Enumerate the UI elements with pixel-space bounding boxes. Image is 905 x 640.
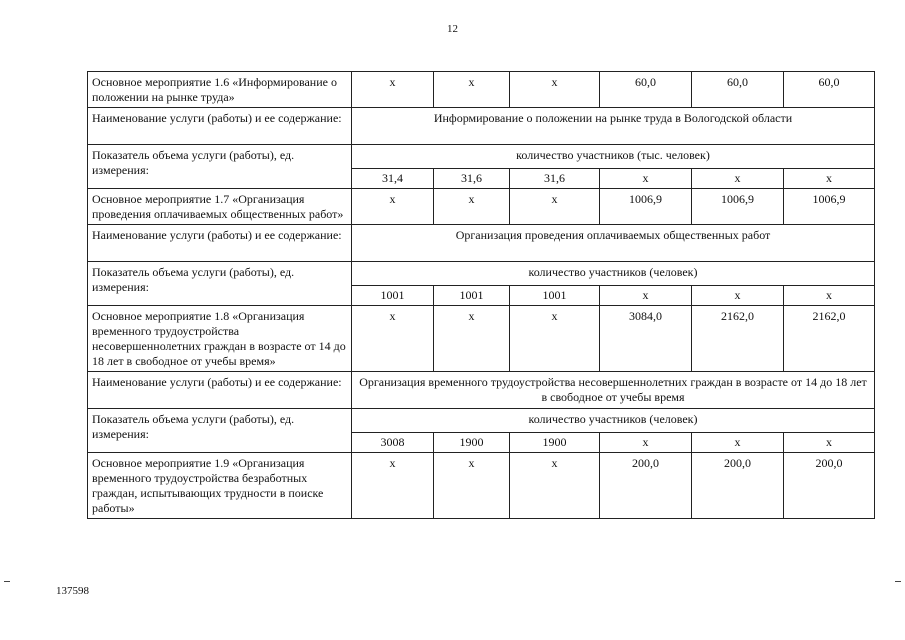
event-label: Основное мероприятие 1.6 «Информирование о положении на рынке труда» xyxy=(88,72,352,108)
event-value: х xyxy=(352,189,434,225)
event-value: 60,0 xyxy=(600,72,692,108)
indicator-value: х xyxy=(784,169,875,189)
event-value: 200,0 xyxy=(600,453,692,519)
event-value: х xyxy=(510,306,600,372)
indicator-value: 1900 xyxy=(434,433,510,453)
indicator-row xyxy=(88,262,875,286)
indicator-value: 1001 xyxy=(510,286,600,306)
indicator-value: х xyxy=(692,433,784,453)
indicator-value: х xyxy=(600,169,692,189)
event-value: 60,0 xyxy=(784,72,875,108)
edge-mark xyxy=(895,581,901,582)
indicator-label: Показатель объема услуги (работы), ед. измерения: xyxy=(88,262,352,306)
event-label: Основное мероприятие 1.9 «Организация временного трудоустройства безработных граждан, испытывающих трудности в поиске работы» xyxy=(88,453,352,519)
event-value: х xyxy=(352,453,434,519)
indicator-value: 31,4 xyxy=(352,169,434,189)
service-text: Организация проведения оплачиваемых общественных работ xyxy=(352,225,875,262)
indicator-value: 31,6 xyxy=(434,169,510,189)
indicator-value: х xyxy=(692,169,784,189)
indicator-label: Показатель объема услуги (работы), ед. измерения: xyxy=(88,409,352,453)
event-value: х xyxy=(510,453,600,519)
indicator-value: х xyxy=(600,433,692,453)
event-row xyxy=(88,72,875,108)
document-id: 137598 xyxy=(56,585,89,597)
event-value: 60,0 xyxy=(692,72,784,108)
indicator-row xyxy=(88,145,875,169)
event-value: х xyxy=(352,72,434,108)
event-value: 2162,0 xyxy=(692,306,784,372)
event-value: х xyxy=(352,306,434,372)
indicator-value: х xyxy=(784,433,875,453)
indicator-value: 31,6 xyxy=(510,169,600,189)
event-value: х xyxy=(434,306,510,372)
indicator-unit: количество участников (человек) xyxy=(352,262,875,286)
program-table xyxy=(87,71,875,519)
event-row xyxy=(88,189,875,225)
event-value: х xyxy=(510,189,600,225)
event-value: 1006,9 xyxy=(692,189,784,225)
service-row xyxy=(88,108,875,145)
indicator-value: 1001 xyxy=(352,286,434,306)
service-row xyxy=(88,225,875,262)
event-value: х xyxy=(434,453,510,519)
service-label: Наименование услуги (работы) и ее содержание: xyxy=(88,225,352,262)
event-value: х xyxy=(434,189,510,225)
service-label: Наименование услуги (работы) и ее содержание: xyxy=(88,108,352,145)
event-label: Основное мероприятие 1.7 «Организация проведения оплачиваемых общественных работ» xyxy=(88,189,352,225)
edge-mark xyxy=(4,581,10,582)
indicator-row xyxy=(88,409,875,433)
event-value: х xyxy=(434,72,510,108)
indicator-value: х xyxy=(600,286,692,306)
indicator-label: Показатель объема услуги (работы), ед. измерения: xyxy=(88,145,352,189)
event-value: 1006,9 xyxy=(600,189,692,225)
event-row xyxy=(88,453,875,519)
indicator-value: х xyxy=(784,286,875,306)
indicator-unit: количество участников (тыс. человек) xyxy=(352,145,875,169)
indicator-unit: количество участников (человек) xyxy=(352,409,875,433)
indicator-value: 1001 xyxy=(434,286,510,306)
event-value: х xyxy=(510,72,600,108)
event-value: 200,0 xyxy=(784,453,875,519)
page-number: 12 xyxy=(447,23,458,35)
event-label: Основное мероприятие 1.8 «Организация временного трудоустройства несовершеннолетних граждан в возрасте от 14 до 18 лет в свободное от учебы время» xyxy=(88,306,352,372)
event-value: 200,0 xyxy=(692,453,784,519)
service-text: Информирование о положении на рынке труда в Вологодской области xyxy=(352,108,875,145)
event-value: 1006,9 xyxy=(784,189,875,225)
event-value: 3084,0 xyxy=(600,306,692,372)
event-value: 2162,0 xyxy=(784,306,875,372)
event-row xyxy=(88,306,875,372)
service-row xyxy=(88,372,875,409)
service-text: Организация временного трудоустройства несовершеннолетних граждан в возрасте от 14 до 18 лет в свободное от учебы время xyxy=(352,372,875,409)
indicator-value: 1900 xyxy=(510,433,600,453)
indicator-value: х xyxy=(692,286,784,306)
service-label: Наименование услуги (работы) и ее содержание: xyxy=(88,372,352,409)
indicator-value: 3008 xyxy=(352,433,434,453)
